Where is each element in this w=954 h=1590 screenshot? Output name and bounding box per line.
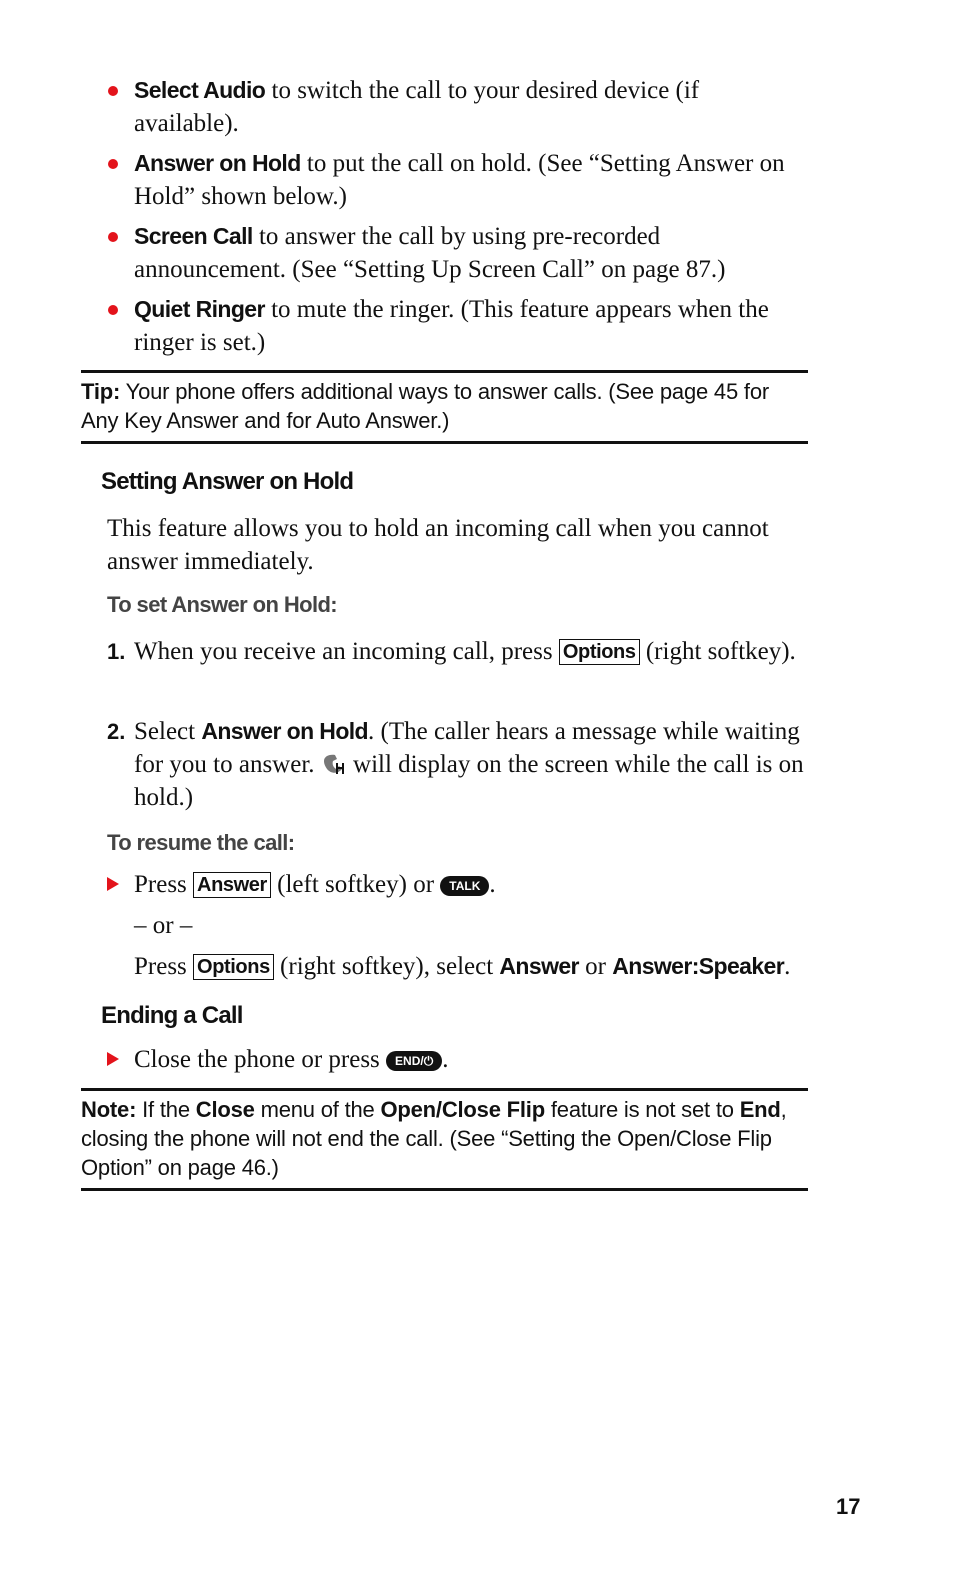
- resume-instructions: [107, 868, 844, 983]
- step-text: (right softkey).: [639, 638, 796, 665]
- resume-line-2: [134, 950, 844, 983]
- option-text: to mute the ringer. (This feature appears when the ringer is set.): [134, 296, 769, 356]
- arrow-bullet-icon: [107, 877, 119, 891]
- instruction-text: .: [442, 1046, 449, 1073]
- subheading-resume-call: To resume the call:: [107, 830, 295, 855]
- note-text: menu of the: [254, 1097, 381, 1122]
- note-text: feature is not set to: [544, 1097, 740, 1122]
- step-1: [107, 635, 834, 668]
- instruction-text: (left softkey) or: [270, 871, 441, 898]
- menu-keyword: Answer:Speaker: [612, 953, 785, 979]
- instruction-text: .: [489, 871, 496, 898]
- option-keyword: Select Audio: [134, 77, 266, 103]
- option-list: [108, 74, 808, 366]
- option-text: to put the call on hold. (See “Setting Answer on Hold” shown below.): [134, 150, 785, 210]
- tip-label: Tip:: [81, 379, 121, 404]
- step-text: When you receive an incoming call, press: [134, 638, 559, 665]
- arrow-bullet-icon: [107, 1052, 119, 1066]
- bullet-dot-icon: [108, 305, 118, 315]
- instruction-text: .: [784, 953, 791, 980]
- instruction-text: (right softkey), select: [273, 953, 500, 980]
- list-item: [108, 220, 808, 286]
- option-keyword: Quiet Ringer: [134, 296, 265, 322]
- step-number: 2.: [107, 719, 126, 744]
- end-key: END/⏻: [386, 1051, 442, 1071]
- tip-box: [81, 370, 808, 444]
- or-separator: – or –: [134, 912, 193, 939]
- bullet-dot-icon: [108, 232, 118, 242]
- step-text: Select: [134, 718, 202, 745]
- bullet-dot-icon: [108, 86, 118, 96]
- option-keyword: Answer on Hold: [134, 150, 301, 176]
- note-keyword: Open/Close Flip: [380, 1097, 545, 1122]
- note-text: , closing the phone will not end the call. (See “Setting the Open/Close Flip Option” on page 46.): [81, 1097, 787, 1180]
- option-text: to answer the call by using pre-recorded announcement. (See “Setting Up Screen Call” on page 87.): [134, 223, 726, 283]
- step-text: . (The caller hears a message while waiting for you to answer.: [134, 718, 800, 778]
- instruction-text: or: [578, 953, 613, 980]
- menu-keyword: Answer: [499, 953, 579, 979]
- list-item: [108, 147, 808, 213]
- call-on-hold-icon: [321, 752, 347, 776]
- instruction-text: Press: [134, 953, 194, 980]
- list-item: [108, 293, 808, 359]
- instruction-text: Close the phone or press: [134, 1046, 387, 1073]
- subheading-set-answer-on-hold: To set Answer on Hold:: [107, 592, 338, 617]
- note-label: Note:: [81, 1097, 137, 1122]
- section-heading-ending-call: Ending a Call: [101, 1002, 243, 1029]
- answer-softkey: Answer: [193, 872, 271, 898]
- section-heading-answer-on-hold: Setting Answer on Hold: [101, 468, 354, 495]
- note-keyword: Close: [195, 1097, 255, 1122]
- options-softkey: Options: [193, 954, 274, 980]
- list-item: [108, 74, 808, 140]
- step-number: 1.: [107, 639, 126, 664]
- section-intro: This feature allows you to hold an incoming call when you cannot answer immediately.: [107, 515, 769, 575]
- step-text: will display on the screen while the call is on hold.): [134, 751, 804, 811]
- page-number: 17: [836, 1494, 861, 1519]
- step-keyword: Answer on Hold: [201, 718, 369, 744]
- step-2: [107, 715, 834, 814]
- note-keyword: End: [739, 1097, 781, 1122]
- note-box: [81, 1088, 808, 1191]
- option-text: to switch the call to your desired device (if available).: [134, 77, 700, 137]
- talk-key: TALK: [440, 876, 489, 896]
- instruction-text: Press: [134, 871, 194, 898]
- bullet-dot-icon: [108, 159, 118, 169]
- option-keyword: Screen Call: [134, 223, 253, 249]
- ending-instruction: [107, 1043, 844, 1076]
- note-text: If the: [136, 1097, 196, 1122]
- tip-text: Your phone offers additional ways to answer calls. (See page 45 for Any Key Answer and for Auto Answer.): [81, 379, 769, 433]
- resume-line-1: [134, 868, 844, 901]
- options-softkey: Options: [559, 639, 640, 665]
